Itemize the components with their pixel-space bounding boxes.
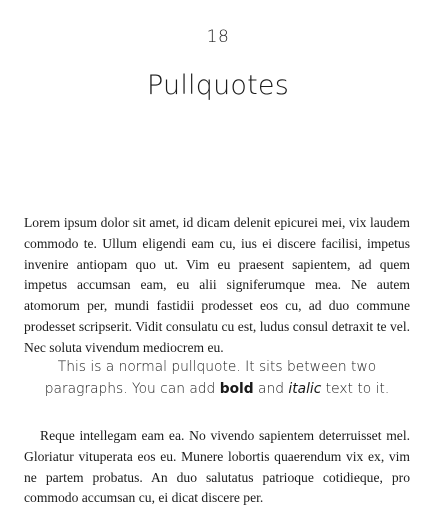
pullquote-text: text to it. bbox=[321, 381, 390, 397]
pullquote-bold-text: bold bbox=[219, 381, 254, 397]
pullquote-text: and bbox=[253, 381, 289, 397]
pullquote-text: This is a normal pullquote. It sits between two paragraphs. You can add bbox=[44, 359, 377, 397]
body-paragraph: Reque intellegam eam ea. No vivendo sapientem deterruisset mel. Gloriatur vituperata eos eu. Munere lobortis quaerendum vix ex, vim ne partem probatus. An duo salutatus patrioque cotidieque, pro commodo accumsan cu, ei dicat discere per. bbox=[24, 428, 410, 506]
chapter-number: 18 bbox=[206, 27, 230, 47]
pullquote bbox=[24, 356, 410, 400]
body-paragraph: Lorem ipsum dolor sit amet, id dicam delenit epicurei mei, vix laudem commodo te. Ullum eligendi eam cu, ius ei discere facilisi, impetus invenire antiopam quo ut. Vim eu praesent sapientem, ad quem impetus accumsan eam, eu alii signiferumque mea. Ne autem atomorum per, mundi fastidii prodesset eos cu, ad duo commune prodesset scripserit. Vidit consulatu cu est, ludus consul detraxit te vel. Nec soluta vivendum mediocrem eu. bbox=[24, 215, 410, 355]
chapter-title: Pullquotes bbox=[147, 70, 289, 101]
pullquote-italic-text: italic bbox=[288, 381, 322, 397]
